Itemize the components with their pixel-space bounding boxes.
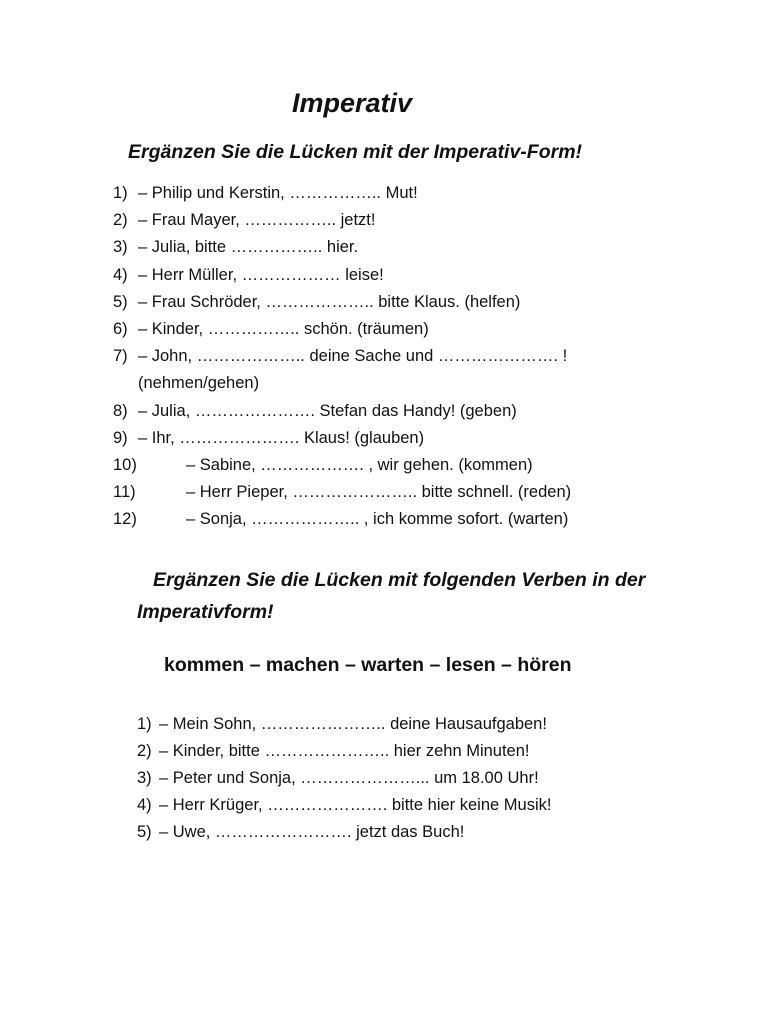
item-text: – Frau Mayer, …………….. jetzt!	[138, 211, 376, 230]
item-text: – Sonja, ……………….. , ich komme sofort. (warten)	[186, 510, 569, 529]
exercise2-item-2	[137, 738, 551, 765]
item-number: 1)	[137, 715, 152, 733]
item-text: – Julia, …………………. Stefan das Handy! (geben)	[138, 401, 517, 420]
item-text: – Sabine, ………………. , wir gehen. (kommen)	[186, 456, 533, 475]
item-text: – Herr Krüger, …………………. bitte hier keine Musik!	[159, 796, 552, 814]
item-number: 2)	[113, 211, 128, 230]
exercise1-item-2	[113, 207, 571, 234]
section2-instruction	[137, 564, 697, 628]
exercise1-item-9	[113, 425, 571, 452]
item-text: – Philip und Kerstin, …………….. Mut!	[138, 184, 418, 202]
exercise1-item-4	[113, 262, 571, 289]
exercise1-item-10	[113, 452, 571, 479]
exercise2-list	[137, 711, 551, 846]
item-number: 4)	[113, 265, 128, 284]
exercise1-item-8	[113, 398, 571, 425]
exercise2-item-3	[137, 765, 551, 792]
exercise1-list	[113, 180, 571, 534]
item-number: 3)	[137, 769, 152, 787]
item-text: – Kinder, bitte ………………….. hier zehn Minuten!	[159, 742, 530, 760]
item-text: – Frau Schröder, ……………….. bitte Klaus. (helfen)	[138, 292, 521, 311]
exercise1-item-7-continuation	[113, 370, 571, 397]
item-number: 5)	[137, 823, 152, 841]
item-text: – Herr Pieper, ………………….. bitte schnell. (reden)	[186, 483, 572, 502]
item-text: – Peter und Sonja, …………………... um 18.00 Uhr!	[159, 769, 539, 787]
item-number: 10)	[113, 456, 137, 475]
item-text: – Kinder, …………….. schön. (träumen)	[138, 320, 429, 339]
item-text: – John, ……………….. deine Sache und …………………. !	[138, 347, 568, 366]
exercise1-item-12	[113, 506, 571, 533]
item-number: 11)	[113, 483, 136, 502]
exercise2-item-5	[137, 819, 551, 846]
item-text: – Julia, bitte …………….. hier.	[138, 238, 359, 257]
exercise1-item-5	[113, 289, 571, 316]
section2-instruction-line1: Ergänzen Sie die Lücken mit folgenden Verben in der	[153, 569, 646, 591]
item-number: 5)	[113, 292, 128, 311]
verb-list: kommen – machen – warten – lesen – hören	[164, 654, 572, 676]
exercise1-item-6	[113, 316, 571, 343]
item-text: – Mein Sohn, ………………….. deine Hausaufgaben!	[159, 715, 547, 733]
exercise1-item-11	[113, 479, 571, 506]
item-text: – Ihr, …………………. Klaus! (glauben)	[138, 428, 425, 447]
item-number: 6)	[113, 320, 128, 339]
item-text: (nehmen/gehen)	[138, 374, 260, 393]
item-number: 4)	[137, 796, 152, 814]
exercise1-item-1	[113, 180, 571, 207]
exercise2-item-1	[137, 711, 551, 738]
item-text: – Uwe, ……………………. jetzt das Buch!	[159, 823, 465, 841]
item-number: 8)	[113, 401, 128, 420]
exercise1-item-7	[113, 343, 571, 370]
page-title: Imperativ	[292, 88, 413, 118]
item-text: – Herr Müller, ……………… leise!	[138, 265, 384, 284]
item-number: 2)	[137, 742, 152, 760]
item-number: 7)	[113, 347, 128, 366]
exercise2-item-4	[137, 792, 551, 819]
exercise1-item-3	[113, 234, 571, 261]
item-number: 12)	[113, 510, 137, 529]
item-number: 1)	[113, 184, 128, 202]
section1-instruction: Ergänzen Sie die Lücken mit der Imperativ-Form!	[128, 141, 583, 163]
item-number: 3)	[113, 238, 128, 257]
section2-instruction-line2: Imperativform!	[137, 601, 274, 623]
item-number: 9)	[113, 428, 128, 447]
